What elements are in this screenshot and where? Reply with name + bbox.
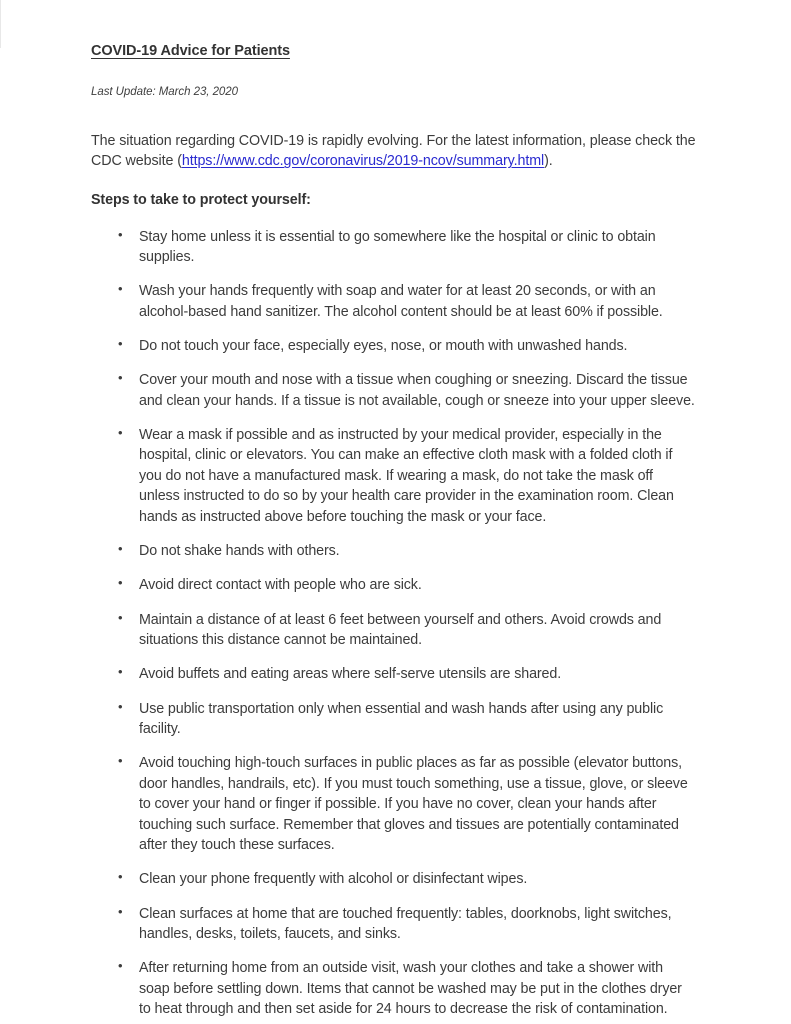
section-heading: Steps to take to protect yourself: (91, 191, 311, 208)
list-item: • Clean surfaces at home that are touched frequently: tables, doorknobs, light switches, handles, desks, toilets, faucets, and sinks. (91, 904, 697, 945)
page-title-wrapper (91, 0, 697, 60)
page-edge-mark (0, 0, 1, 48)
last-update-text: Last Update: March 23, 2020 (91, 86, 238, 98)
advice-list (91, 208, 697, 1020)
intro-paragraph (91, 98, 697, 172)
list-item: • Avoid direct contact with people who are sick. (91, 575, 697, 595)
list-item: • Wear a mask if possible and as instructed by your medical provider, especially in the hospital, clinic or elevators. You can make an effective cloth mask with a folded cloth if you do not have a manufactured mask. If wearing a mask, do not take the mask off unless instructed to do so by your health care provider in the examination room. Clean hands as instructed above before touching the mask or your face. (91, 425, 697, 527)
list-item: • Do not touch your face, especially eyes, nose, or mouth with unwashed hands. (91, 336, 697, 356)
intro-text-before-link: The situation regarding COVID-19 is rapidly evolving. For the latest information, please check the CDC website ( (91, 133, 696, 170)
list-item: • Clean your phone frequently with alcohol or disinfectant wipes. (91, 869, 697, 889)
list-item: • Stay home unless it is essential to go somewhere like the hospital or clinic to obtain supplies. (91, 227, 697, 268)
list-item: • After returning home from an outside visit, wash your clothes and take a shower with soap before settling down. Items that cannot be washed may be put in the clothes dryer to heat through and then set aside for 24 hours to decrease the risk of contamination. (91, 958, 697, 1019)
list-item: • Wash your hands frequently with soap and water for at least 20 seconds, or with an alcohol-based hand sanitizer. The alcohol content should be at least 60% if possible. (91, 281, 697, 322)
list-item: • Maintain a distance of at least 6 feet between yourself and others. Avoid crowds and situations this distance cannot be maintained. (91, 610, 697, 651)
page-title: COVID-19 Advice for Patients (91, 43, 290, 59)
document-body (91, 0, 697, 1024)
cdc-website-link[interactable]: https://www.cdc.gov/coronavirus/2019-ncov/summary.html (181, 153, 545, 170)
list-item: • Do not shake hands with others. (91, 541, 697, 561)
list-item: • Avoid buffets and eating areas where self-serve utensils are shared. (91, 664, 697, 684)
list-item: • Cover your mouth and nose with a tissue when coughing or sneezing. Discard the tissue and clean your hands. If a tissue is not available, cough or sneeze into your upper sleeve. (91, 370, 697, 411)
list-item: • Use public transportation only when essential and wash hands after using any public facility. (91, 699, 697, 740)
intro-text-after-link: ). (544, 153, 553, 170)
list-item: • Avoid touching high-touch surfaces in public places as far as possible (elevator buttons, door handles, handrails, etc). If you must touch something, use a tissue, glove, or sleeve to cover your hand or finger if possible. If you have no cover, clean your hands after touching such surface. Remember that gloves and tissues are potentially contaminated after they touch these surfaces. (91, 753, 697, 855)
